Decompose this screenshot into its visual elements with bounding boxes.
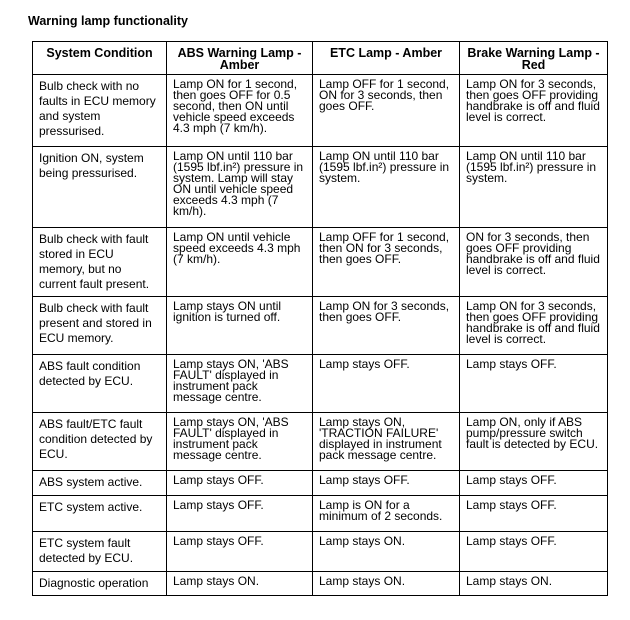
brake-lamp-cell: Lamp stays OFF. xyxy=(460,532,608,572)
etc-lamp-cell: Lamp OFF for 1 second, ON for 3 seconds, then goes OFF. xyxy=(313,75,460,147)
brake-lamp-cell: Lamp stays OFF. xyxy=(460,496,608,532)
etc-lamp-cell: Lamp stays ON. xyxy=(313,532,460,572)
abs-lamp-cell: Lamp stays ON until ignition is turned off. xyxy=(167,297,313,355)
table-header-row xyxy=(33,42,608,75)
abs-lamp-cell: Lamp stays ON, 'ABS FAULT' displayed in instrument pack message centre. xyxy=(167,413,313,471)
header-etc-lamp: ETC Lamp - Amber xyxy=(313,42,460,75)
etc-lamp-cell: Lamp is ON for a minimum of 2 seconds. xyxy=(313,496,460,532)
table-row xyxy=(33,572,608,596)
etc-lamp-cell: Lamp ON for 3 seconds, then goes OFF. xyxy=(313,297,460,355)
table-row xyxy=(33,147,608,228)
table-row xyxy=(33,297,608,355)
condition-cell: ETC system active. xyxy=(33,496,167,532)
abs-lamp-cell: Lamp ON until vehicle speed exceeds 4.3 mph (7 km/h). xyxy=(167,228,313,297)
table-row xyxy=(33,355,608,413)
etc-lamp-cell: Lamp ON until 110 bar (1595 lbf.in²) pressure in system. xyxy=(313,147,460,228)
abs-lamp-cell: Lamp stays ON, 'ABS FAULT' displayed in instrument pack message centre. xyxy=(167,355,313,413)
condition-cell: ABS fault/ETC fault condition detected by ECU. xyxy=(33,413,167,471)
abs-lamp-cell: Lamp ON for 1 second, then goes OFF for 0.5 second, then ON until vehicle speed exceeds 4.3 mph (7 km/h). xyxy=(167,75,313,147)
etc-lamp-cell: Lamp stays OFF. xyxy=(313,355,460,413)
brake-lamp-cell: Lamp stays OFF. xyxy=(460,355,608,413)
etc-lamp-cell: Lamp stays OFF. xyxy=(313,471,460,496)
abs-lamp-cell: Lamp stays ON. xyxy=(167,572,313,596)
condition-cell: Bulb check with fault present and stored in ECU memory. xyxy=(33,297,167,355)
brake-lamp-cell: ON for 3 seconds, then goes OFF providing handbrake is off and fluid level is correct. xyxy=(460,228,608,297)
condition-cell: ETC system fault detected by ECU. xyxy=(33,532,167,572)
abs-lamp-cell: Lamp ON until 110 bar (1595 lbf.in²) pressure in system. Lamp will stay ON until vehicle speed exceeds 4.3 mph (7 km/h). xyxy=(167,147,313,228)
header-abs-lamp: ABS Warning Lamp - Amber xyxy=(167,42,313,75)
condition-cell: ABS fault condition detected by ECU. xyxy=(33,355,167,413)
table-row xyxy=(33,496,608,532)
brake-lamp-cell: Lamp stays OFF. xyxy=(460,471,608,496)
header-system-condition: System Condition xyxy=(33,42,167,75)
header-brake-lamp: Brake Warning Lamp - Red xyxy=(460,42,608,75)
page-title: Warning lamp functionality xyxy=(28,14,188,28)
abs-lamp-cell: Lamp stays OFF. xyxy=(167,496,313,532)
brake-lamp-cell: Lamp ON, only if ABS pump/pressure switch fault is detected by ECU. xyxy=(460,413,608,471)
brake-lamp-cell: Lamp ON until 110 bar (1595 lbf.in²) pressure in system. xyxy=(460,147,608,228)
table-row xyxy=(33,75,608,147)
etc-lamp-cell: Lamp stays ON. xyxy=(313,572,460,596)
abs-lamp-cell: Lamp stays OFF. xyxy=(167,532,313,572)
condition-cell: Bulb check with fault stored in ECU memory, but no current fault present. xyxy=(33,228,167,297)
etc-lamp-cell: Lamp stays ON, 'TRACTION FAILURE' displayed in instrument pack message centre. xyxy=(313,413,460,471)
etc-lamp-cell: Lamp OFF for 1 second, then ON for 3 seconds, then goes OFF. xyxy=(313,228,460,297)
abs-lamp-cell: Lamp stays OFF. xyxy=(167,471,313,496)
warning-lamp-table xyxy=(32,41,608,596)
table-row xyxy=(33,413,608,471)
condition-cell: Diagnostic operation xyxy=(33,572,167,596)
condition-cell: Ignition ON, system being pressurised. xyxy=(33,147,167,228)
brake-lamp-cell: Lamp ON for 3 seconds, then goes OFF providing handbrake is off and fluid level is correct. xyxy=(460,75,608,147)
condition-cell: ABS system active. xyxy=(33,471,167,496)
table-row xyxy=(33,228,608,297)
table-row xyxy=(33,471,608,496)
brake-lamp-cell: Lamp ON for 3 seconds, then goes OFF providing handbrake is off and fluid level is correct. xyxy=(460,297,608,355)
table-row xyxy=(33,532,608,572)
condition-cell: Bulb check with no faults in ECU memory and system pressurised. xyxy=(33,75,167,147)
brake-lamp-cell: Lamp stays ON. xyxy=(460,572,608,596)
